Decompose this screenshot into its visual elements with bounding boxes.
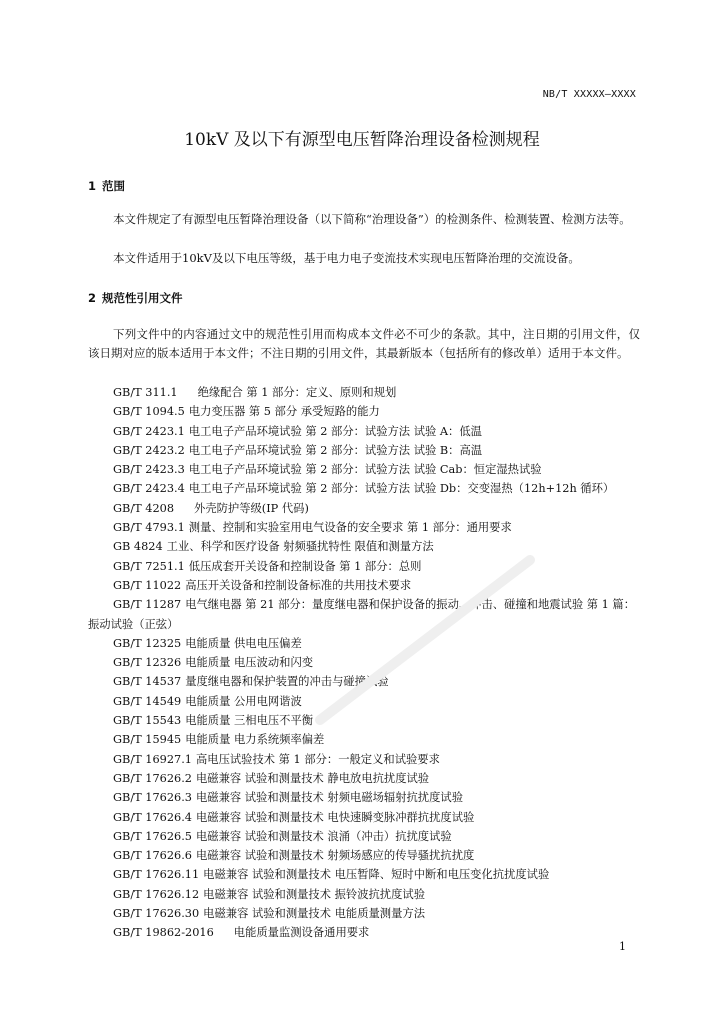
section-number: 1 (88, 179, 97, 193)
reference-item (88, 769, 644, 788)
reference-item (88, 557, 644, 576)
reference-code: GB/T 2423.4 (113, 482, 185, 496)
reference-item (88, 865, 644, 884)
section-title: 范围 (102, 179, 126, 193)
reference-item (88, 692, 644, 711)
scope-paragraph-2: 本文件适用于10kV及以下电压等级，基于电力电子变流技术实现电压暂降治理的交流设备。 (113, 251, 580, 265)
reference-item (88, 672, 644, 691)
reference-code: GB/T 2423.1 (113, 424, 185, 438)
reference-code: GB/T 1094.5 (113, 405, 185, 419)
reference-title: 绝缘配合 第 1 部分：定义、原则和规划 (197, 386, 397, 399)
reference-code: GB/T 17626.12 (113, 887, 200, 901)
reference-item (88, 383, 644, 402)
reference-item (88, 518, 644, 537)
reference-code: GB/T 11022 (113, 578, 182, 592)
reference-item (88, 653, 644, 672)
reference-title: 电磁兼容 试验和测量技术 振铃波抗扰度试验 (203, 887, 425, 901)
section-number: 2 (88, 291, 97, 305)
reference-title: 电力变压器 第 5 部分 承受短路的能力 (188, 405, 380, 419)
reference-title: 高电压试验技术 第 1 部分：一般定义和试验要求 (195, 752, 440, 766)
reference-item (88, 923, 644, 942)
reference-item (88, 885, 644, 904)
reference-code: GB/T 17626.3 (113, 791, 192, 805)
reference-item (88, 402, 644, 421)
reference-item (88, 595, 644, 634)
reference-code: GB/T 17626.11 (113, 868, 200, 882)
references-intro-paragraph: 下列文件中的内容通过文中的规范性引用而构成本文件必不可少的条款。其中，注日期的引用文件，仅该日期对应的版本适用于本文件；不注日期的引用文件，其最新版本（包括所有的修改单）适用于本文件。 (88, 327, 640, 360)
reference-title: 外壳防护等级(IP 代码) (194, 501, 309, 515)
reference-code: GB/T 17626.30 (113, 907, 200, 921)
reference-title: 电磁兼容 试验和测量技术 电压暂降、短时中断和电压变化抗扰度试验 (203, 868, 550, 882)
reference-title: 电工电子产品环境试验 第 2 部分：试验方法 试验 Cab：恒定湿热试验 (188, 463, 542, 477)
reference-code: GB/T 17626.5 (113, 829, 192, 843)
page-number: 1 (619, 940, 626, 953)
reference-title: 高压开关设备和控制设备标准的共用技术要求 (185, 578, 412, 592)
reference-item (88, 827, 644, 846)
reference-title: 量度继电器和保护装置的冲击与碰撞试验 (185, 675, 389, 689)
reference-title: 电能质量监测设备通用要求 (233, 926, 370, 940)
reference-title: 电工电子产品环境试验 第 2 部分：试验方法 试验 A：低温 (188, 424, 482, 438)
reference-title: 电能质量 供电电压偏差 (185, 636, 302, 650)
reference-list (88, 383, 644, 943)
reference-code: GB/T 12326 (113, 656, 182, 670)
reference-item (88, 750, 644, 769)
reference-item (88, 499, 644, 518)
reference-code: GB/T 16927.1 (113, 752, 192, 766)
reference-title: 电气继电器 第 21 部分：量度继电器和保护设备的振动、冲击、碰撞和地震试验 第 1 篇：振动试验（正弦） (88, 598, 636, 631)
reference-code: GB/T 7251.1 (113, 559, 185, 573)
reference-code: GB/T 2423.2 (113, 443, 185, 457)
reference-title: 电磁兼容 试验和测量技术 电能质量测量方法 (203, 907, 425, 921)
reference-code: GB/T 15543 (113, 714, 182, 728)
section-title: 规范性引用文件 (102, 291, 183, 305)
reference-title: 电能质量 电压波动和闪变 (185, 656, 314, 670)
reference-item (88, 422, 644, 441)
reference-code: GB/T 14549 (113, 694, 182, 708)
reference-item (88, 537, 644, 556)
reference-title: 低压成套开关设备和控制设备 第 1 部分：总则 (188, 559, 422, 573)
reference-code: GB/T 15945 (113, 733, 182, 747)
reference-code: GB/T 17626.4 (113, 810, 192, 824)
standard-code: NB/T XXXXX—XXXX (542, 89, 636, 100)
section-1-heading (88, 178, 125, 194)
reference-item (88, 479, 644, 498)
reference-title: 电能质量 公用电网谐波 (185, 694, 302, 708)
scope-paragraph-1: 本文件规定了有源型电压暂降治理设备（以下简称“治理设备”）的检测条件、检测装置、检测方法等。 (113, 212, 631, 226)
reference-code: GB/T 4793.1 (113, 521, 185, 535)
section-2-heading (88, 290, 183, 306)
reference-title: 电工电子产品环境试验 第 2 部分：试验方法 试验 B：高温 (188, 443, 483, 457)
reference-code: GB/T 12325 (113, 636, 182, 650)
reference-item (88, 460, 644, 479)
reference-code: GB/T 4208 (113, 501, 175, 515)
reference-title: 电磁兼容 试验和测量技术 射频电磁场辐射抗扰度试验 (195, 791, 463, 805)
reference-title: 电磁兼容 试验和测量技术 浪涌（冲击）抗扰度试验 (195, 829, 452, 843)
reference-title: 测量、控制和实验室用电气设备的安全要求 第 1 部分：通用要求 (188, 521, 512, 535)
reference-title: 电磁兼容 试验和测量技术 电快速瞬变脉冲群抗扰度试验 (195, 810, 475, 824)
reference-title: 电能质量 三相电压不平衡 (185, 714, 314, 728)
reference-item (88, 711, 644, 730)
reference-code: GB/T 19862-2016 (113, 926, 214, 940)
reference-code: GB/T 14537 (113, 675, 182, 689)
reference-code: GB/T 17626.2 (113, 771, 192, 785)
document-title: 10kV 及以下有源型电压暂降治理设备检测规程 (184, 130, 540, 150)
reference-item (88, 788, 644, 807)
reference-code: GB/T 11287 (113, 598, 182, 612)
reference-title: 电磁兼容 试验和测量技术 射频场感应的传导骚扰抗扰度 (195, 849, 475, 863)
reference-code: GB/T 311.1 (113, 386, 178, 399)
reference-item (88, 904, 644, 923)
reference-title: 工业、科学和医疗设备 射频骚扰特性 限值和测量方法 (166, 540, 434, 554)
reference-item (88, 730, 644, 749)
reference-item (88, 634, 644, 653)
reference-title: 电工电子产品环境试验 第 2 部分：试验方法 试验 Db：交变湿热（12h+12h 循环） (188, 482, 615, 496)
reference-item (88, 846, 644, 865)
reference-code: GB/T 2423.3 (113, 463, 185, 477)
reference-title: 电能质量 电力系统频率偏差 (185, 733, 325, 747)
reference-code: GB/T 17626.6 (113, 849, 192, 863)
reference-item (88, 576, 644, 595)
reference-code: GB 4824 (113, 540, 163, 554)
reference-item (88, 441, 644, 460)
reference-title: 电磁兼容 试验和测量技术 静电放电抗扰度试验 (195, 771, 430, 785)
reference-item (88, 808, 644, 827)
